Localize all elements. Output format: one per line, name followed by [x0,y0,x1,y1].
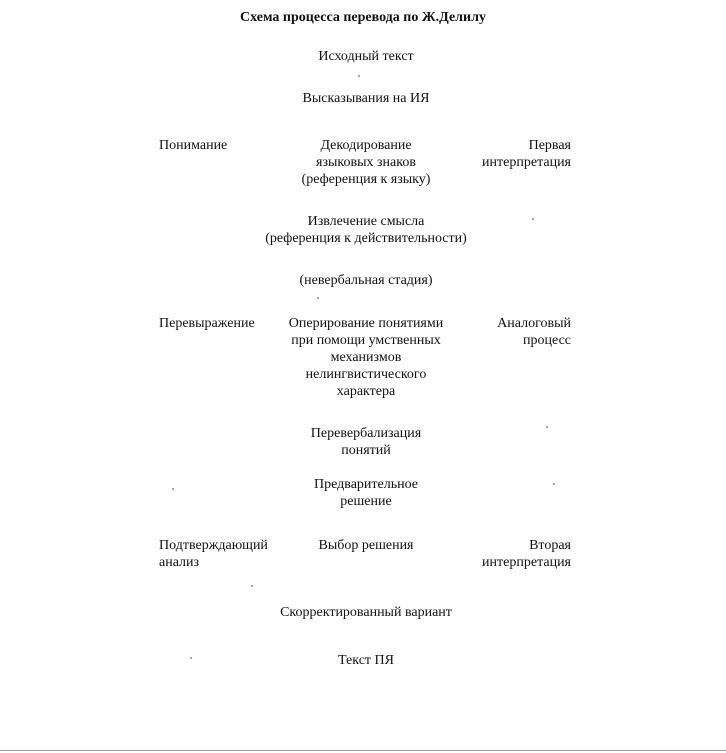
scan-speck [546,426,548,428]
label-confirming-analysis: Подтверждающий анализ [159,538,268,570]
node-solution-choice: Выбор решения [318,538,414,553]
label-reexpression: Перевыражение [159,316,255,331]
node-source-text: Исходный текст [318,49,414,64]
scan-speck [190,657,192,659]
node-preliminary-solution: Предварительное решение [314,477,418,509]
node-sl-utterances: Высказывания на ИЯ [302,91,430,106]
label-second-interpretation: Вторая интерпретация [482,538,571,570]
node-reverbalization: Перевербализация понятий [310,426,422,458]
node-operating-concepts: Оперирование понятиями при помощи умственных механизмов нелингвистического характера [288,316,444,399]
node-corrected-version: Скорректированный вариант [280,605,452,620]
node-decoding: Декодирование языковых знаков (референция к языку) [301,138,431,187]
scan-speck [172,488,174,490]
scan-speck [532,218,534,220]
scan-speck [317,297,319,299]
scan-speck [358,75,360,77]
label-first-interpretation: Первая интерпретация [482,138,571,170]
label-comprehension: Понимание [159,138,228,153]
diagram-title: Схема процесса перевода по Ж.Делилу [240,10,486,25]
scan-speck [251,585,253,587]
node-meaning-extraction: Извлечение смысла (референция к действительности) [265,214,467,246]
node-nonverbal-stage: (невербальная стадия) [299,273,433,288]
scan-speck [553,483,555,485]
page-bottom-border [0,750,726,751]
node-tl-text: Текст ПЯ [338,653,394,668]
label-analogical-process: Аналоговый процесс [497,316,571,348]
